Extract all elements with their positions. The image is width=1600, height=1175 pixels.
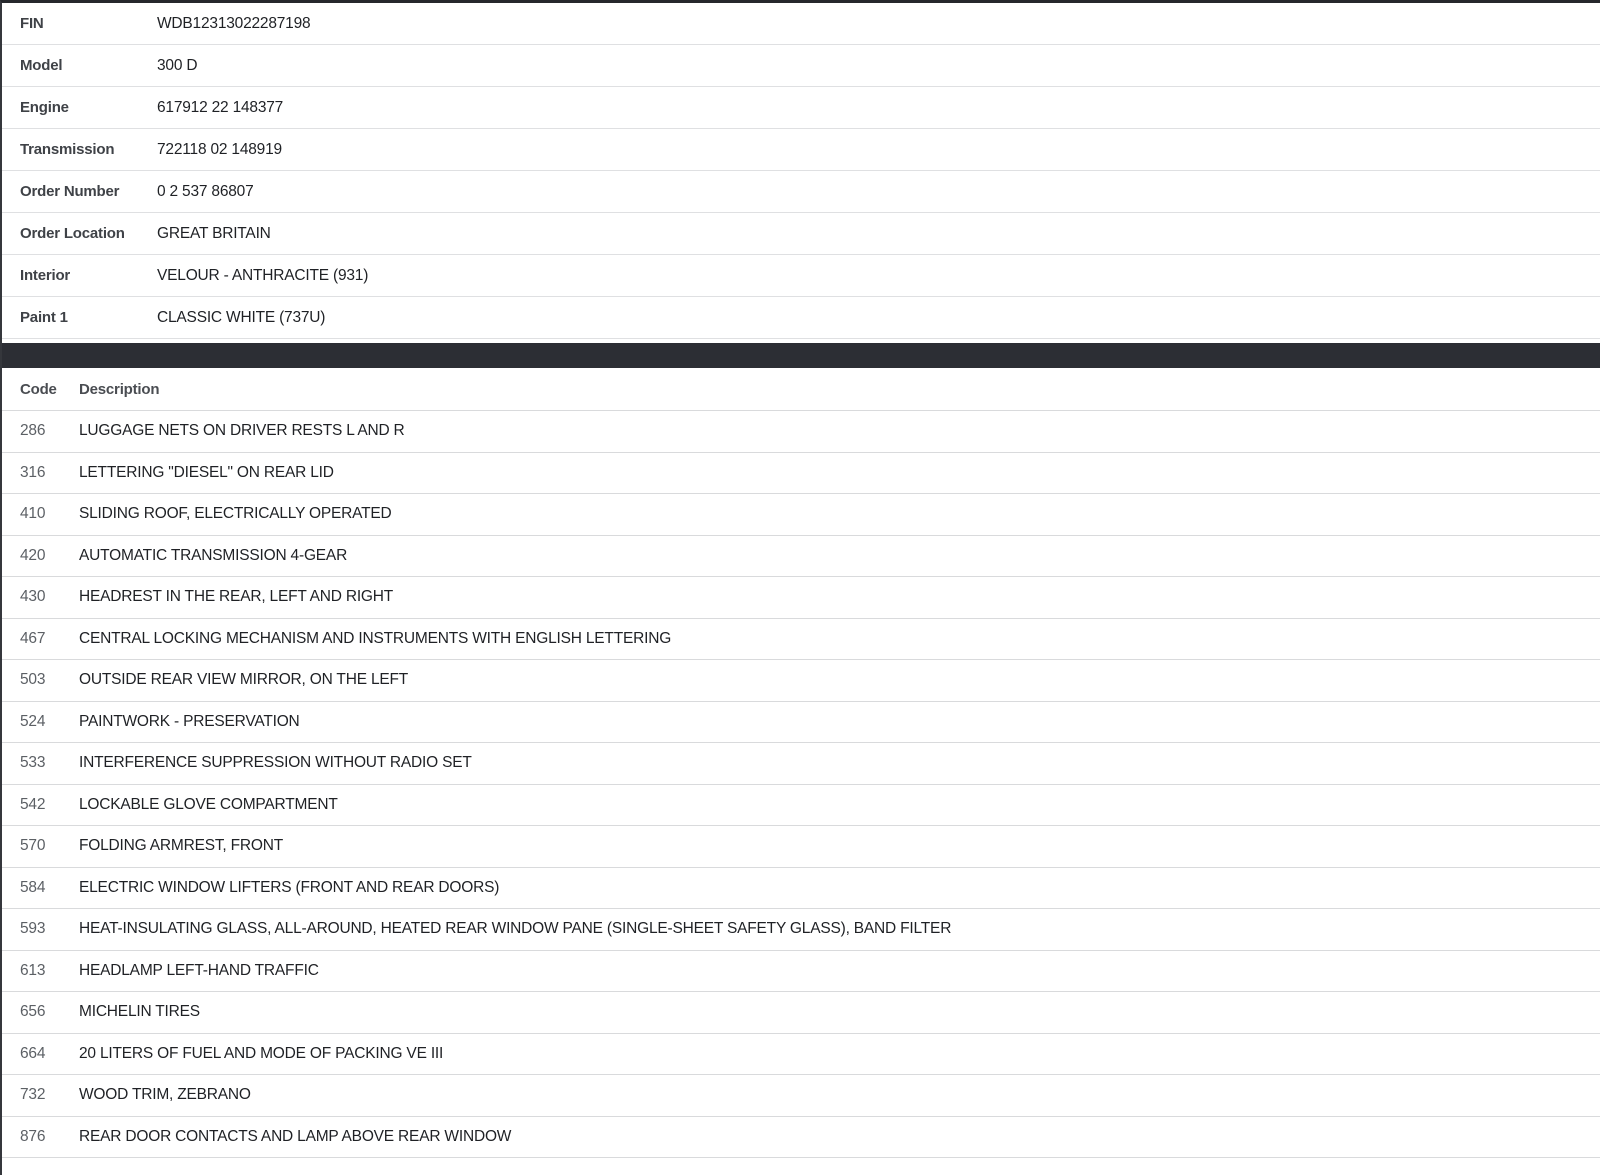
code-column-header: Code bbox=[20, 380, 57, 398]
code-row bbox=[2, 536, 1600, 578]
spec-row bbox=[2, 129, 1600, 171]
code-row bbox=[2, 411, 1600, 453]
option-code: 876 bbox=[20, 1127, 46, 1145]
spec-row bbox=[2, 45, 1600, 87]
spec-value: VELOUR - ANTHRACITE (931) bbox=[157, 266, 369, 284]
code-row bbox=[2, 868, 1600, 910]
option-description: AUTOMATIC TRANSMISSION 4-GEAR bbox=[79, 546, 348, 564]
spec-row bbox=[2, 255, 1600, 297]
option-code: 656 bbox=[20, 1003, 46, 1021]
option-code: 570 bbox=[20, 837, 46, 855]
option-code: 524 bbox=[20, 712, 46, 730]
code-row bbox=[2, 826, 1600, 868]
section-divider-bar bbox=[2, 343, 1600, 368]
spec-label: Interior bbox=[20, 267, 71, 284]
code-row bbox=[2, 1075, 1600, 1117]
code-row bbox=[2, 702, 1600, 744]
spec-value: GREAT BRITAIN bbox=[157, 224, 271, 242]
option-description: LOCKABLE GLOVE COMPARTMENT bbox=[79, 795, 338, 813]
spec-row bbox=[2, 213, 1600, 255]
option-code: 420 bbox=[20, 546, 46, 564]
option-code: 584 bbox=[20, 878, 46, 896]
spec-label: FIN bbox=[20, 15, 44, 32]
code-row bbox=[2, 951, 1600, 993]
option-description: MICHELIN TIRES bbox=[79, 1003, 200, 1021]
spec-value: 617912 22 148377 bbox=[157, 98, 284, 116]
code-row bbox=[2, 1034, 1600, 1076]
vehicle-spec-table bbox=[2, 3, 1600, 339]
code-row bbox=[2, 785, 1600, 827]
option-code: 533 bbox=[20, 754, 46, 772]
option-codes-table bbox=[2, 368, 1600, 1158]
spec-value: WDB12313022287198 bbox=[157, 14, 311, 32]
option-description: 20 LITERS OF FUEL AND MODE OF PACKING VE III bbox=[79, 1044, 444, 1062]
spec-value: 300 D bbox=[157, 56, 198, 74]
spec-label: Engine bbox=[20, 99, 69, 116]
option-code: 503 bbox=[20, 671, 46, 689]
code-row bbox=[2, 453, 1600, 495]
code-row bbox=[2, 577, 1600, 619]
option-code: 430 bbox=[20, 588, 46, 606]
option-code: 542 bbox=[20, 795, 46, 813]
option-description: LUGGAGE NETS ON DRIVER RESTS L AND R bbox=[79, 422, 405, 440]
option-description: WOOD TRIM, ZEBRANO bbox=[79, 1086, 251, 1104]
option-code: 410 bbox=[20, 505, 46, 523]
spec-value: 0 2 537 86807 bbox=[157, 182, 254, 200]
option-code: 664 bbox=[20, 1044, 46, 1062]
option-description: SLIDING ROOF, ELECTRICALLY OPERATED bbox=[79, 505, 392, 523]
option-code: 467 bbox=[20, 629, 46, 647]
code-row bbox=[2, 992, 1600, 1034]
codes-table-header-row bbox=[2, 368, 1600, 411]
option-description: ELECTRIC WINDOW LIFTERS (FRONT AND REAR DOORS) bbox=[79, 878, 500, 896]
spec-label: Order Location bbox=[20, 225, 125, 242]
description-column-header: Description bbox=[79, 380, 160, 398]
spec-row bbox=[2, 87, 1600, 129]
spec-value: CLASSIC WHITE (737U) bbox=[157, 308, 326, 326]
option-description: HEAT-INSULATING GLASS, ALL-AROUND, HEATED REAR WINDOW PANE (SINGLE-SHEET SAFETY GLASS), BAND FILTER bbox=[79, 920, 952, 938]
code-row bbox=[2, 743, 1600, 785]
spec-row bbox=[2, 297, 1600, 339]
option-description: HEADREST IN THE REAR, LEFT AND RIGHT bbox=[79, 588, 394, 606]
spec-value: 722118 02 148919 bbox=[157, 140, 282, 158]
spec-label: Model bbox=[20, 57, 63, 74]
code-row bbox=[2, 494, 1600, 536]
code-row bbox=[2, 909, 1600, 951]
spec-label: Paint 1 bbox=[20, 309, 68, 326]
spec-label: Transmission bbox=[20, 141, 115, 158]
option-description: PAINTWORK - PRESERVATION bbox=[79, 712, 300, 730]
option-description: LETTERING "DIESEL" ON REAR LID bbox=[79, 463, 334, 481]
code-row bbox=[2, 660, 1600, 702]
option-description: HEADLAMP LEFT-HAND TRAFFIC bbox=[79, 961, 319, 979]
spec-label: Order Number bbox=[20, 183, 120, 200]
spec-row bbox=[2, 171, 1600, 213]
option-description: INTERFERENCE SUPPRESSION WITHOUT RADIO SET bbox=[79, 754, 472, 772]
option-description: REAR DOOR CONTACTS AND LAMP ABOVE REAR WINDOW bbox=[79, 1127, 512, 1145]
option-code: 732 bbox=[20, 1086, 46, 1104]
option-code: 316 bbox=[20, 463, 46, 481]
option-code: 286 bbox=[20, 422, 46, 440]
option-description: FOLDING ARMREST, FRONT bbox=[79, 837, 284, 855]
option-description: CENTRAL LOCKING MECHANISM AND INSTRUMENTS WITH ENGLISH LETTERING bbox=[79, 629, 672, 647]
option-code: 593 bbox=[20, 920, 46, 938]
option-code: 613 bbox=[20, 961, 46, 979]
option-description: OUTSIDE REAR VIEW MIRROR, ON THE LEFT bbox=[79, 671, 409, 689]
code-row bbox=[2, 1117, 1600, 1159]
code-row bbox=[2, 619, 1600, 661]
spec-row bbox=[2, 3, 1600, 45]
